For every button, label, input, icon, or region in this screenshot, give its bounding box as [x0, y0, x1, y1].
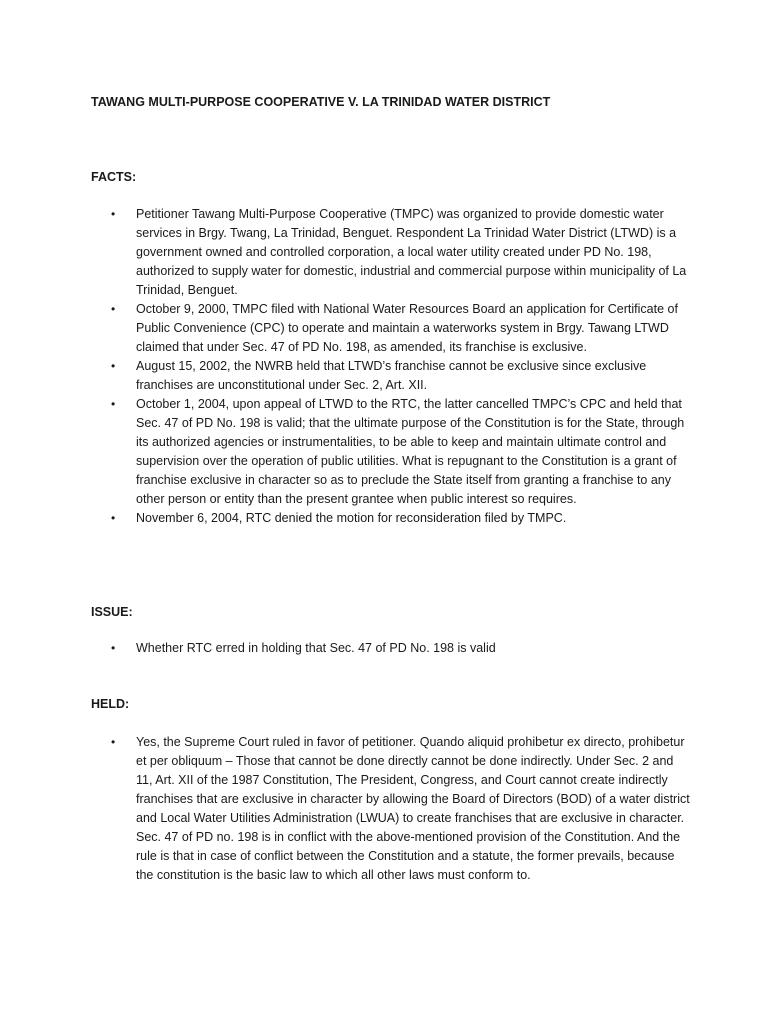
facts-list: [91, 205, 691, 528]
bullet-icon: •: [111, 511, 116, 525]
bullet-icon: •: [111, 641, 116, 655]
bullet-icon: •: [111, 302, 116, 316]
list-item-text: Whether RTC erred in holding that Sec. 47 of PD No. 198 is valid: [136, 641, 496, 655]
list-item: [91, 733, 691, 885]
list-item-text: October 1, 2004, upon appeal of LTWD to the RTC, the latter cancelled TMPC’s CPC and held that Sec. 47 of PD No. 198 is valid; that the ultimate purpose of the Constitution is for the State, through its authorized agencies or instrumentalities, to be able to keep and maintain ultimate control and supervision over the operation of public utilities. What is repugnant to the Constitution is a grant of franchise exclusive in character so as to preclude the State itself from granting a franchise to any other person or entity than the present grantee when public interest so requires.: [136, 397, 685, 506]
held-heading: HELD:: [91, 697, 130, 711]
list-item: [91, 300, 691, 357]
list-item-text: November 6, 2004, RTC denied the motion for reconsideration filed by TMPC.: [136, 511, 567, 525]
list-item-text: August 15, 2002, the NWRB held that LTWD’s franchise cannot be exclusive since exclusive franchises are unconstitutional under Sec. 2, Art. XII.: [136, 359, 647, 392]
bullet-icon: •: [111, 735, 116, 749]
list-item: [91, 205, 691, 300]
list-item: [91, 357, 691, 395]
issue-heading: ISSUE:: [91, 605, 133, 619]
bullet-icon: •: [111, 359, 116, 373]
issue-list: [91, 639, 691, 658]
list-item: [91, 639, 691, 658]
list-item-text: October 9, 2000, TMPC filed with National Water Resources Board an application for Certificate of Public Convenience (CPC) to operate and maintain a waterworks system in Brgy. Tawang LTWD claimed that under Sec. 47 of PD No. 198, as amended, its franchise is exclusive.: [136, 302, 678, 354]
list-item: [91, 395, 691, 509]
bullet-icon: •: [111, 397, 116, 411]
held-list: [91, 733, 691, 885]
list-item-text: Yes, the Supreme Court ruled in favor of petitioner. Quando aliquid prohibetur ex directo, prohibetur et per obliquum – Those that cannot be done directly cannot be done indirectly. Under Sec. 2 and 11, Art. XII of the 1987 Constitution, The President, Congress, and Court cannot create indirectly franchises that are exclusive in character by allowing the Board of Directors (BOD) of a water district and Local Water Utilities Administration (LWUA) to create franchises that are exclusive in character. Sec. 47 of PD no. 198 is in conflict with the above-mentioned provision of the Constitution. And the rule is that in case of conflict between the Constitution and a statute, the former prevails, because the constitution is the basic law to which all other laws must conform to.: [136, 735, 690, 882]
list-item: [91, 509, 691, 528]
document-title: TAWANG MULTI-PURPOSE COOPERATIVE V. LA TRINIDAD WATER DISTRICT: [91, 95, 551, 109]
list-item-text: Petitioner Tawang Multi-Purpose Cooperative (TMPC) was organized to provide domestic water services in Brgy. Twang, La Trinidad, Benguet. Respondent La Trinidad Water District (LTWD) is a government owned and controlled corporation, a local water utility created under PD No. 198, authorized to supply water for domestic, industrial and commercial purpose within municipality of La Trinidad, Benguet.: [136, 207, 687, 297]
bullet-icon: •: [111, 207, 116, 221]
facts-heading: FACTS:: [91, 170, 137, 184]
